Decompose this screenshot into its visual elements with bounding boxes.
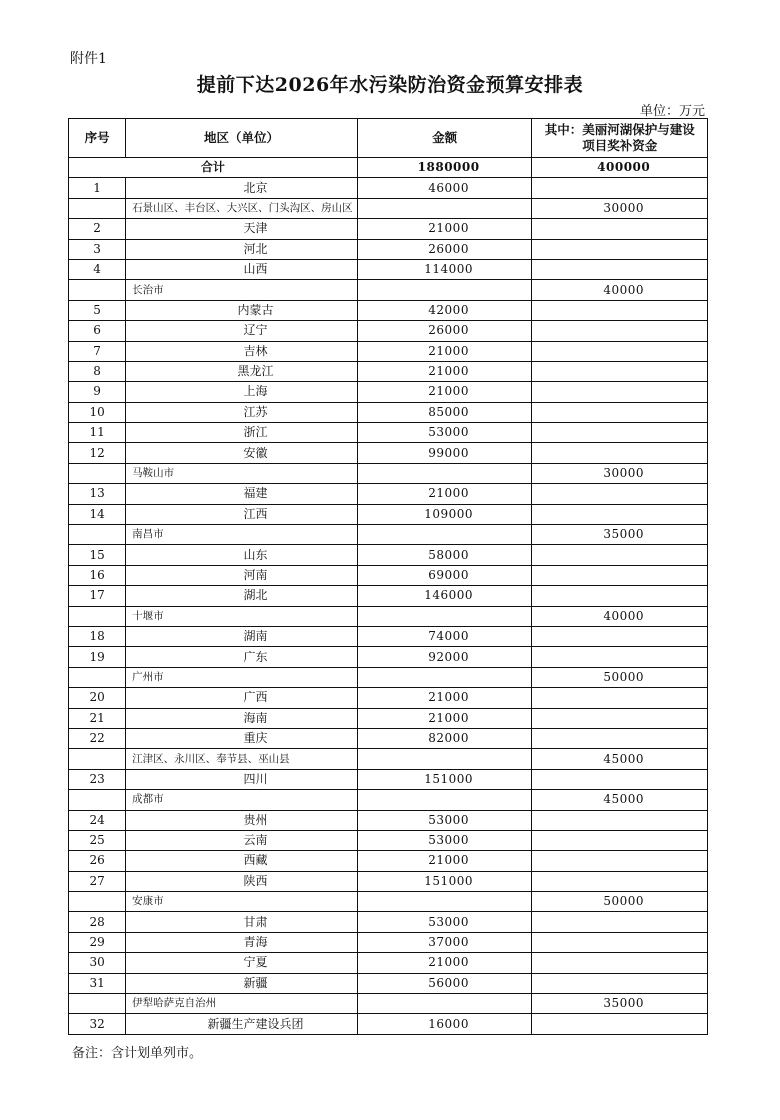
row-region: 福建 xyxy=(126,484,358,504)
row-amount: 53000 xyxy=(357,830,532,850)
row-reward xyxy=(532,932,708,952)
row-number: 6 xyxy=(69,321,126,341)
row-number: 25 xyxy=(69,830,126,850)
row-number: 28 xyxy=(69,912,126,932)
row-region: 辽宁 xyxy=(126,321,358,341)
row-reward xyxy=(532,219,708,239)
row-amount: 53000 xyxy=(357,423,532,443)
table-row xyxy=(69,708,708,728)
header-amount: 金额 xyxy=(357,119,532,158)
table-row xyxy=(69,565,708,585)
row-region: 南昌市 xyxy=(126,525,358,545)
row-number xyxy=(69,463,126,483)
row-region: 江津区、永川区、奉节县、巫山县 xyxy=(126,749,358,769)
row-amount: 21000 xyxy=(357,688,532,708)
table-row xyxy=(69,586,708,606)
row-reward: 50000 xyxy=(532,892,708,912)
row-number xyxy=(69,749,126,769)
page-title: 提前下达2026年水污染防治资金预算安排表 xyxy=(196,74,584,96)
table-row xyxy=(69,443,708,463)
table-row xyxy=(69,892,708,912)
row-amount: 21000 xyxy=(357,382,532,402)
row-reward xyxy=(532,382,708,402)
budget-table xyxy=(68,118,708,1035)
row-region: 贵州 xyxy=(126,810,358,830)
row-amount xyxy=(357,280,532,300)
table-row xyxy=(69,810,708,830)
unit-label: 单位：万元 xyxy=(640,104,706,119)
row-amount: 92000 xyxy=(357,647,532,667)
row-reward xyxy=(532,769,708,789)
table-row xyxy=(69,626,708,646)
row-number: 23 xyxy=(69,769,126,789)
row-reward xyxy=(532,830,708,850)
row-number xyxy=(69,667,126,687)
row-amount: 21000 xyxy=(357,361,532,381)
row-number: 22 xyxy=(69,728,126,748)
row-amount: 99000 xyxy=(357,443,532,463)
row-region: 青海 xyxy=(126,932,358,952)
row-reward: 50000 xyxy=(532,667,708,687)
row-region: 天津 xyxy=(126,219,358,239)
row-amount: 26000 xyxy=(357,321,532,341)
row-amount: 53000 xyxy=(357,810,532,830)
row-amount: 58000 xyxy=(357,545,532,565)
row-region: 西藏 xyxy=(126,851,358,871)
total-amount: 1880000 xyxy=(357,158,532,178)
row-number: 4 xyxy=(69,259,126,279)
row-reward xyxy=(532,259,708,279)
row-region: 上海 xyxy=(126,382,358,402)
row-amount: 21000 xyxy=(357,341,532,361)
row-region: 广东 xyxy=(126,647,358,667)
row-amount: 74000 xyxy=(357,626,532,646)
row-amount: 82000 xyxy=(357,728,532,748)
row-region: 新疆 xyxy=(126,973,358,993)
row-region: 江苏 xyxy=(126,402,358,422)
row-reward xyxy=(532,728,708,748)
row-reward xyxy=(532,361,708,381)
row-reward xyxy=(532,953,708,973)
row-reward xyxy=(532,871,708,891)
row-reward xyxy=(532,688,708,708)
row-number: 32 xyxy=(69,1014,126,1034)
row-region: 十堰市 xyxy=(126,606,358,626)
row-region: 伊犁哈萨克自治州 xyxy=(126,994,358,1014)
row-region: 海南 xyxy=(126,708,358,728)
row-reward xyxy=(532,504,708,524)
row-amount: 151000 xyxy=(357,769,532,789)
header-no: 序号 xyxy=(69,119,126,158)
row-amount xyxy=(357,790,532,810)
row-region: 广州市 xyxy=(126,667,358,687)
table-row xyxy=(69,606,708,626)
table-row xyxy=(69,525,708,545)
table-row xyxy=(69,912,708,932)
row-number xyxy=(69,606,126,626)
table-row xyxy=(69,932,708,952)
row-reward xyxy=(532,851,708,871)
table-row xyxy=(69,545,708,565)
row-reward: 45000 xyxy=(532,749,708,769)
table-row xyxy=(69,484,708,504)
row-amount xyxy=(357,749,532,769)
table-row xyxy=(69,321,708,341)
row-region: 山西 xyxy=(126,259,358,279)
total-reward: 400000 xyxy=(532,158,708,178)
table-row xyxy=(69,341,708,361)
table-row xyxy=(69,259,708,279)
table-row xyxy=(69,749,708,769)
row-number xyxy=(69,280,126,300)
row-number: 31 xyxy=(69,973,126,993)
row-amount: 114000 xyxy=(357,259,532,279)
row-number: 18 xyxy=(69,626,126,646)
table-row xyxy=(69,728,708,748)
row-region: 北京 xyxy=(126,178,358,198)
row-number: 10 xyxy=(69,402,126,422)
row-amount: 69000 xyxy=(357,565,532,585)
header-region: 地区（单位） xyxy=(126,119,358,158)
row-reward xyxy=(532,912,708,932)
table-row xyxy=(69,830,708,850)
table-row xyxy=(69,219,708,239)
table-row xyxy=(69,688,708,708)
row-amount: 21000 xyxy=(357,851,532,871)
total-row xyxy=(69,158,708,178)
row-amount xyxy=(357,606,532,626)
table-row xyxy=(69,667,708,687)
row-reward xyxy=(532,300,708,320)
row-amount: 151000 xyxy=(357,871,532,891)
total-label: 合计 xyxy=(69,158,358,178)
row-number: 17 xyxy=(69,586,126,606)
row-number: 24 xyxy=(69,810,126,830)
row-number: 7 xyxy=(69,341,126,361)
row-number: 26 xyxy=(69,851,126,871)
row-reward xyxy=(532,178,708,198)
row-amount: 37000 xyxy=(357,932,532,952)
row-region: 黑龙江 xyxy=(126,361,358,381)
row-region: 甘肃 xyxy=(126,912,358,932)
table-row xyxy=(69,280,708,300)
row-amount: 21000 xyxy=(357,708,532,728)
table-row xyxy=(69,198,708,218)
row-amount xyxy=(357,892,532,912)
row-amount: 21000 xyxy=(357,953,532,973)
table-row xyxy=(69,871,708,891)
row-number: 20 xyxy=(69,688,126,708)
row-reward xyxy=(532,545,708,565)
row-region: 长治市 xyxy=(126,280,358,300)
row-reward xyxy=(532,647,708,667)
row-number: 29 xyxy=(69,932,126,952)
row-number: 16 xyxy=(69,565,126,585)
row-region: 广西 xyxy=(126,688,358,708)
table-row xyxy=(69,851,708,871)
row-region: 安康市 xyxy=(126,892,358,912)
table-row xyxy=(69,423,708,443)
row-reward xyxy=(532,586,708,606)
row-region: 河北 xyxy=(126,239,358,259)
row-region: 湖北 xyxy=(126,586,358,606)
row-region: 山东 xyxy=(126,545,358,565)
row-reward: 30000 xyxy=(532,463,708,483)
row-reward xyxy=(532,708,708,728)
row-reward: 30000 xyxy=(532,198,708,218)
row-amount: 16000 xyxy=(357,1014,532,1034)
row-region: 内蒙古 xyxy=(126,300,358,320)
row-reward xyxy=(532,973,708,993)
row-amount: 53000 xyxy=(357,912,532,932)
row-number: 8 xyxy=(69,361,126,381)
row-region: 石景山区、丰台区、大兴区、门头沟区、房山区 xyxy=(126,198,358,218)
table-row xyxy=(69,402,708,422)
row-reward xyxy=(532,341,708,361)
row-reward: 35000 xyxy=(532,994,708,1014)
row-amount: 42000 xyxy=(357,300,532,320)
row-amount xyxy=(357,198,532,218)
row-amount: 21000 xyxy=(357,484,532,504)
table-row xyxy=(69,953,708,973)
row-region: 四川 xyxy=(126,769,358,789)
row-region: 河南 xyxy=(126,565,358,585)
row-number: 12 xyxy=(69,443,126,463)
row-amount: 109000 xyxy=(357,504,532,524)
table-row xyxy=(69,382,708,402)
row-amount: 26000 xyxy=(357,239,532,259)
row-amount xyxy=(357,994,532,1014)
row-region: 马鞍山市 xyxy=(126,463,358,483)
table-row xyxy=(69,790,708,810)
row-amount: 146000 xyxy=(357,586,532,606)
row-region: 浙江 xyxy=(126,423,358,443)
table-row xyxy=(69,973,708,993)
row-region: 吉林 xyxy=(126,341,358,361)
row-region: 宁夏 xyxy=(126,953,358,973)
row-reward xyxy=(532,239,708,259)
row-number xyxy=(69,525,126,545)
row-reward xyxy=(532,402,708,422)
row-reward xyxy=(532,443,708,463)
row-number: 2 xyxy=(69,219,126,239)
row-reward xyxy=(532,321,708,341)
row-number xyxy=(69,790,126,810)
row-reward xyxy=(532,1014,708,1034)
row-region: 云南 xyxy=(126,830,358,850)
row-number xyxy=(69,994,126,1014)
row-number xyxy=(69,198,126,218)
row-reward: 45000 xyxy=(532,790,708,810)
footnote: 备注：含计划单列市。 xyxy=(72,1046,203,1061)
row-amount xyxy=(357,525,532,545)
row-number: 3 xyxy=(69,239,126,259)
row-number xyxy=(69,892,126,912)
table-row xyxy=(69,239,708,259)
header-reward: 其中：美丽河湖保护与建设 项目奖补资金 xyxy=(532,119,708,158)
row-reward xyxy=(532,626,708,646)
table-row xyxy=(69,361,708,381)
row-region: 重庆 xyxy=(126,728,358,748)
row-number: 15 xyxy=(69,545,126,565)
table-row xyxy=(69,994,708,1014)
row-region: 成都市 xyxy=(126,790,358,810)
table-row xyxy=(69,647,708,667)
row-reward xyxy=(532,810,708,830)
row-reward xyxy=(532,484,708,504)
row-number: 27 xyxy=(69,871,126,891)
row-number: 5 xyxy=(69,300,126,320)
row-number: 13 xyxy=(69,484,126,504)
row-reward xyxy=(532,423,708,443)
table-row xyxy=(69,463,708,483)
row-number: 11 xyxy=(69,423,126,443)
row-amount xyxy=(357,463,532,483)
table-row xyxy=(69,178,708,198)
row-reward xyxy=(532,565,708,585)
row-amount: 46000 xyxy=(357,178,532,198)
row-number: 21 xyxy=(69,708,126,728)
row-region: 陕西 xyxy=(126,871,358,891)
row-number: 14 xyxy=(69,504,126,524)
table-row xyxy=(69,769,708,789)
row-region: 安徽 xyxy=(126,443,358,463)
row-amount: 21000 xyxy=(357,219,532,239)
table-row xyxy=(69,300,708,320)
row-region: 江西 xyxy=(126,504,358,524)
row-reward: 40000 xyxy=(532,280,708,300)
row-number: 9 xyxy=(69,382,126,402)
row-amount: 56000 xyxy=(357,973,532,993)
row-number: 1 xyxy=(69,178,126,198)
row-number: 19 xyxy=(69,647,126,667)
row-amount: 85000 xyxy=(357,402,532,422)
table-header-row xyxy=(69,119,708,158)
row-reward: 40000 xyxy=(532,606,708,626)
row-region: 湖南 xyxy=(126,626,358,646)
row-amount xyxy=(357,667,532,687)
table-row xyxy=(69,504,708,524)
attachment-label: 附件1 xyxy=(70,51,107,67)
row-region: 新疆生产建设兵团 xyxy=(126,1014,358,1034)
table-row xyxy=(69,1014,708,1034)
row-number: 30 xyxy=(69,953,126,973)
row-reward: 35000 xyxy=(532,525,708,545)
